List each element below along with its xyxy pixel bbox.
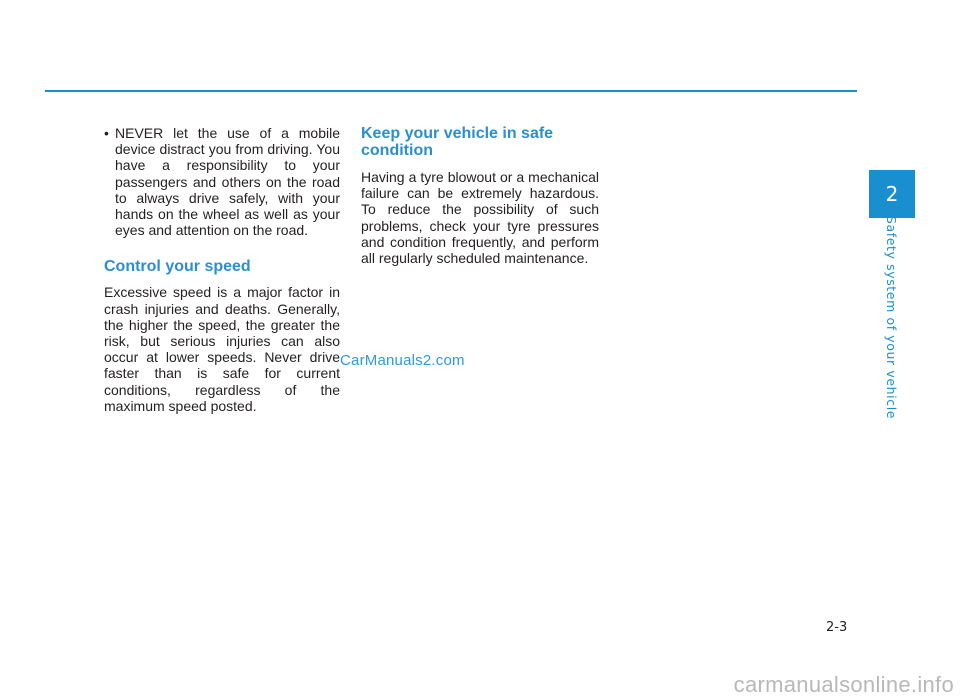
middle-column	[361, 125, 599, 266]
page-number: 2-3	[826, 620, 848, 635]
center-watermark: CarManuals2.com	[340, 352, 465, 369]
chapter-title: Safety system of your vehicle	[884, 215, 900, 419]
chapter-number-tab	[869, 170, 915, 218]
footer-watermark: carmanualsonline.info	[733, 672, 954, 697]
section-heading-control-speed: Control your speed	[104, 258, 251, 276]
chapter-number: 2	[885, 182, 899, 206]
bullet-text: NEVER let the use of a mobile device distract you from driving. You have a responsibility to your passengers and others on the road to always drive safely, with your hands on the wheel as well as your eyes and attention on the road.	[115, 125, 340, 239]
left-column	[104, 125, 340, 414]
bullet-icon: •	[104, 125, 109, 141]
section-heading-safe-condition: Keep your vehicle in safe condition	[361, 125, 554, 159]
safe-condition-paragraph: Having a tyre blowout or a mechanical failure can be extremely hazardous. To reduce the possibility of such problems, check your tyre pressures and condition frequently, and perform all regularly scheduled maintenance.	[361, 169, 599, 267]
control-speed-paragraph: Excessive speed is a major factor in crash injuries and deaths. Generally, the higher the speed, the greater the risk, but serious injuries can also occur at lower speeds. Never drive faster than is safe for current conditions, regardless of the maximum speed posted.	[104, 284, 340, 414]
chapter-title-sidebar	[880, 215, 904, 419]
header-rule	[45, 90, 857, 92]
bullet-item	[104, 125, 340, 238]
